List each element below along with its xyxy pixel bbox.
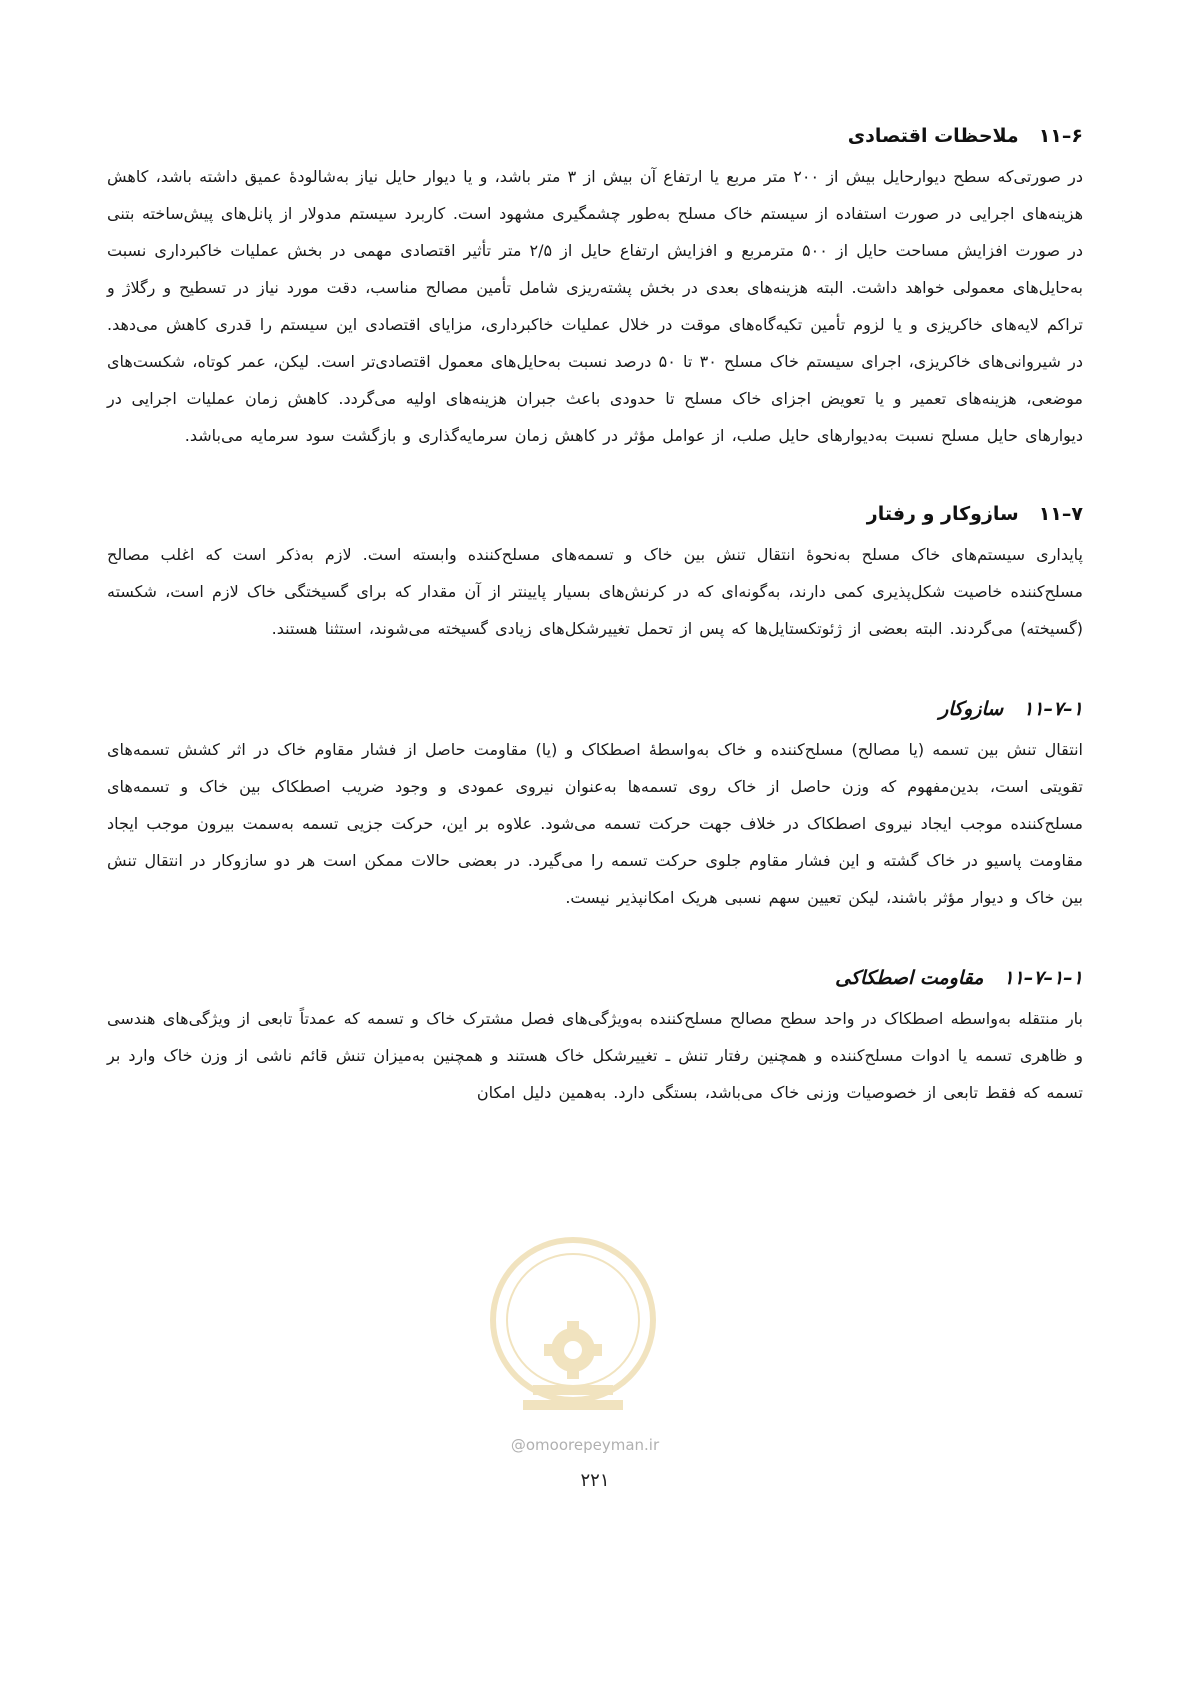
section-number: ۱۱–۷–۱–۱: [1003, 967, 1083, 989]
page-content: [107, 120, 1083, 1111]
section-title: مقاومت اصطکاکی: [835, 967, 984, 989]
watermark-logo: [478, 1235, 668, 1445]
section-title: ملاحظات اقتصادی: [847, 125, 1019, 147]
watermark-site: @omoorepeyman.ir: [510, 1436, 660, 1454]
section-number: ۱۱–۷–۱: [1023, 698, 1083, 720]
subsection-heading-friction: [107, 962, 1083, 994]
spacer: [107, 647, 1083, 693]
paragraph-mechanism: انتقال تنش بین تسمه (یا مصالح) مسلح‌کننده و خاک به‌واسطهٔ اصطکاک و (یا) مقاومت حاصل از فشار مقاوم خاک در اثر کشش تسمه‌های تقویتی است، بدین‌مفهوم که وزن حاصل از خاک روی تسمه‌ها به‌عنوان نیروی عمودی و وجود ضریب اصطکاک بین خاک و تسمه‌های مسلح‌کننده موجب ایجاد نیروی اصطکاک در خلاف جهت حرکت تسمه می‌شود. علاوه بر این، حرکت جزیی تسمه به‌سمت بیرون موجب ایجاد مقاومت پاسیو در خاک گشته و این فشار مقاوم جلوی حرکت تسمه را می‌گیرد. در بعضی حالات ممکن است هر دو سازوکار در انتقال تنش بین خاک و دیوار مؤثر باشند، لیکن تعیین سهم نسبی هریک امکانپذیر نیست.: [107, 740, 1083, 907]
subsection-heading-mechanism: [107, 693, 1083, 725]
watermark-logo-graphic: [478, 1235, 668, 1445]
section-heading-mechanism-behavior: [107, 498, 1083, 530]
spacer: [107, 916, 1083, 962]
paragraph-mechanism-behavior: پایداری سیستم‌های خاک مسلح به‌نحوهٔ انتقال تنش بین خاک و تسمه‌های مسلح‌کننده وابسته است. لازم به‌ذکر است که اغلب مصالح مسلح‌کننده خاصیت شکل‌پذیری کمی دارند، به‌گونه‌ای که در کرنش‌های بسیار پایینتر از آن مقدار که برای گسیختگی خاک لازم است، شکسته (گسیخته) می‌گردند. البته بعضی از ژئوتکستایل‌ها که پس از تحمل تغییرشکل‌های زیادی گسیخته می‌شوند، استثنا هستند.: [107, 545, 1083, 638]
paragraph-friction: بار منتقله به‌واسطه اصطکاک در واحد سطح مصالح مسلح‌کننده به‌ویژگی‌های فصل مشترک خاک و تسمه که عمدتاً تابعی از ویژگی‌های هندسی و ظاهری تسمه یا ادوات مسلح‌کننده و همچنین رفتار تنش ـ تغییرشکل خاک هستند و همچنین به‌میزان تنش قائم ناشی از وزن خاک وارد بر تسمه که فقط تابعی از خصوصیات وزنی خاک می‌باشد، بستگی دارد. به‌همین دلیل امکان: [107, 1009, 1083, 1102]
section-title: سازوکار و رفتار: [866, 503, 1019, 525]
section-title: سازوکار: [939, 698, 1004, 720]
section-heading-economic: [107, 120, 1083, 152]
page-number: ۲۲۱: [580, 1470, 610, 1491]
section-number: ۱۱–۶: [1038, 125, 1083, 147]
paragraph-economic: در صورتی‌که سطح دیوارحایل بیش از ۲۰۰ متر مربع یا ارتفاع آن بیش از ۳ متر باشد، و یا دیوار حایل نیاز به‌شالودهٔ عمیق داشته باشد، کاهش هزینه‌های اجرایی در صورت استفاده از سیستم خاک مسلح به‌طور چشمگیری مشهود است. کاربرد سیستم مدولار از پانل‌های پیش‌ساخته بتنی در صورت افزایش مساحت حایل از ۵۰۰ مترمربع و افزایش ارتفاع حایل از ۲/۵ متر تأثیر اقتصادی مهمی در بخش عملیات خاکبرداری نسبت به‌حایل‌های معمولی خواهد داشت. البته هزینه‌های بعدی در بخش پشته‌ریزی شامل تأمین مصالح مناسب، دقت مورد نیاز در تسطیح و رگلاژ و تراکم لایه‌های خاکریزی و یا لزوم تأمین تکیه‌گاه‌های موقت در خلال عملیات خاکبرداری، مزایای اقتصادی این سیستم را قدری کاهش می‌دهد. در شیروانی‌های خاکریزی، اجرای سیستم خاک مسلح ۳۰ تا ۵۰ درصد نسبت به‌حایل‌های معمول اقتصادی‌تر است. لیکن، عمر کوتاه، شکست‌های موضعی، هزینه‌های تعمیر و یا تعویض اجزای خاک مسلح تا حدودی باعث جبران هزینه‌های اولیه می‌گردد. کاهش زمان عملیات اجرایی در دیوارهای حایل مسلح نسبت به‌دیوارهای حایل صلب، از عوامل مؤثر در کاهش زمان سرمایه‌گذاری و بازگشت سود سرمایه می‌باشد.: [107, 167, 1084, 445]
section-number: ۱۱–۷: [1038, 503, 1083, 525]
spacer: [107, 454, 1083, 498]
